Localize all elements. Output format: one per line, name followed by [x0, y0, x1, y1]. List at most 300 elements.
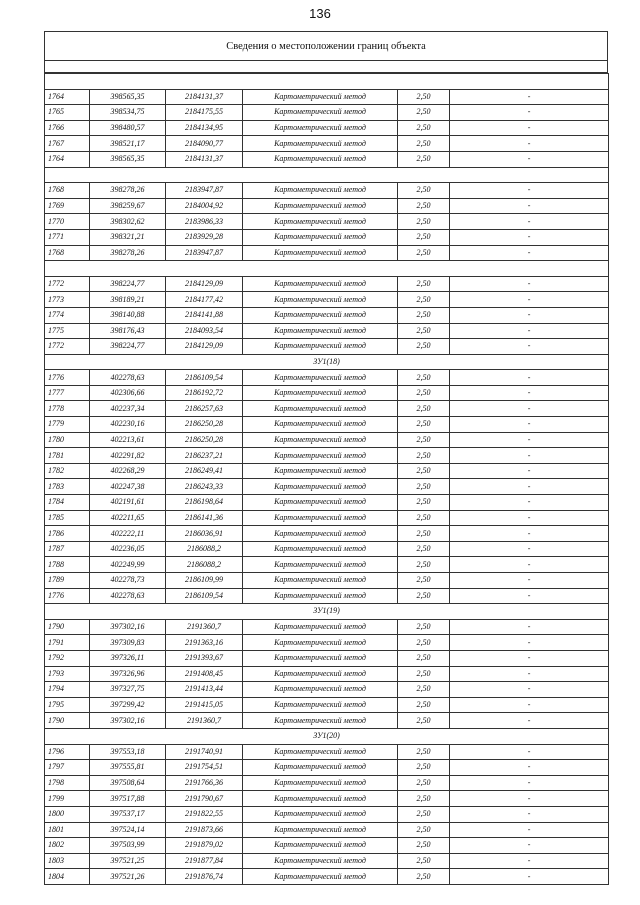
- point-number-cell: 1803: [45, 853, 90, 869]
- y-coordinate-cell: 2191766,36: [166, 775, 243, 791]
- x-coordinate-cell: 397508,64: [90, 775, 166, 791]
- point-number-cell: 1782: [45, 463, 90, 479]
- point-number-cell: 1779: [45, 417, 90, 433]
- point-number-cell: 1776: [45, 588, 90, 604]
- method-cell: Картометрический метод: [243, 401, 398, 417]
- y-coordinate-cell: 2191415,05: [166, 697, 243, 713]
- table-row: [45, 822, 609, 838]
- precision-cell: 2,50: [398, 276, 450, 292]
- description-cell: -: [450, 822, 609, 838]
- table-row: [45, 183, 609, 199]
- description-cell: -: [450, 775, 609, 791]
- table-row: [45, 541, 609, 557]
- description-cell: -: [450, 650, 609, 666]
- y-coordinate-cell: 2186141,36: [166, 510, 243, 526]
- x-coordinate-cell: 397302,16: [90, 713, 166, 729]
- y-coordinate-cell: 2186088,2: [166, 541, 243, 557]
- precision-cell: 2,50: [398, 463, 450, 479]
- point-number-cell: 1791: [45, 635, 90, 651]
- x-coordinate-cell: 398321,21: [90, 229, 166, 245]
- header-spacer: [44, 61, 608, 73]
- coordinates-table-body: [45, 74, 609, 885]
- precision-cell: 2,50: [398, 650, 450, 666]
- table-row: [45, 853, 609, 869]
- section-row: [45, 604, 609, 620]
- x-coordinate-cell: 397521,25: [90, 853, 166, 869]
- table-row: [45, 510, 609, 526]
- point-number-cell: 1785: [45, 510, 90, 526]
- table-row: [45, 307, 609, 323]
- description-cell: -: [450, 479, 609, 495]
- table-row: [45, 526, 609, 542]
- table-row: [45, 463, 609, 479]
- y-coordinate-cell: 2184177,42: [166, 292, 243, 308]
- method-cell: Картометрический метод: [243, 323, 398, 339]
- table-row: [45, 869, 609, 885]
- point-number-cell: 1783: [45, 479, 90, 495]
- point-number-cell: 1786: [45, 526, 90, 542]
- precision-cell: 2,50: [398, 791, 450, 807]
- x-coordinate-cell: 397524,14: [90, 822, 166, 838]
- method-cell: Картометрический метод: [243, 775, 398, 791]
- separator-cell: [45, 261, 609, 277]
- method-cell: Картометрический метод: [243, 666, 398, 682]
- precision-cell: 2,50: [398, 448, 450, 464]
- precision-cell: 2,50: [398, 105, 450, 121]
- method-cell: Картометрический метод: [243, 89, 398, 105]
- y-coordinate-cell: 2184093,54: [166, 323, 243, 339]
- description-cell: -: [450, 136, 609, 152]
- description-cell: -: [450, 339, 609, 355]
- method-cell: Картометрический метод: [243, 214, 398, 230]
- table-row: [45, 276, 609, 292]
- y-coordinate-cell: 2191363,16: [166, 635, 243, 651]
- method-cell: Картометрический метод: [243, 183, 398, 199]
- precision-cell: 2,50: [398, 307, 450, 323]
- method-cell: Картометрический метод: [243, 744, 398, 760]
- description-cell: -: [450, 198, 609, 214]
- y-coordinate-cell: 2184134,95: [166, 120, 243, 136]
- x-coordinate-cell: 402211,65: [90, 510, 166, 526]
- y-coordinate-cell: 2186250,28: [166, 417, 243, 433]
- precision-cell: 2,50: [398, 89, 450, 105]
- precision-cell: 2,50: [398, 666, 450, 682]
- section-label: ЗУ1(19): [45, 604, 609, 620]
- precision-cell: 2,50: [398, 526, 450, 542]
- method-cell: Картометрический метод: [243, 791, 398, 807]
- table-row: [45, 573, 609, 589]
- precision-cell: 2,50: [398, 744, 450, 760]
- x-coordinate-cell: 397326,11: [90, 650, 166, 666]
- description-cell: -: [450, 744, 609, 760]
- precision-cell: 2,50: [398, 573, 450, 589]
- method-cell: Картометрический метод: [243, 853, 398, 869]
- method-cell: Картометрический метод: [243, 557, 398, 573]
- precision-cell: 2,50: [398, 120, 450, 136]
- table-row: [45, 292, 609, 308]
- table-row: [45, 650, 609, 666]
- x-coordinate-cell: 402213,61: [90, 432, 166, 448]
- coordinates-table: [44, 73, 609, 885]
- point-number-cell: 1772: [45, 276, 90, 292]
- description-cell: -: [450, 307, 609, 323]
- point-number-cell: 1766: [45, 120, 90, 136]
- table-row: [45, 744, 609, 760]
- point-number-cell: 1789: [45, 573, 90, 589]
- method-cell: Картометрический метод: [243, 105, 398, 121]
- y-coordinate-cell: 2186249,41: [166, 463, 243, 479]
- table-row: [45, 120, 609, 136]
- method-cell: Картометрический метод: [243, 292, 398, 308]
- separator-cell: [45, 167, 609, 183]
- description-cell: -: [450, 292, 609, 308]
- y-coordinate-cell: 2191360,7: [166, 713, 243, 729]
- point-number-cell: 1764: [45, 89, 90, 105]
- method-cell: Картометрический метод: [243, 245, 398, 261]
- precision-cell: 2,50: [398, 697, 450, 713]
- point-number-cell: 1804: [45, 869, 90, 885]
- x-coordinate-cell: 402222,11: [90, 526, 166, 542]
- page-number: 136: [309, 6, 331, 21]
- precision-cell: 2,50: [398, 822, 450, 838]
- y-coordinate-cell: 2186088,2: [166, 557, 243, 573]
- point-number-cell: 1800: [45, 806, 90, 822]
- table-row: [45, 682, 609, 698]
- description-cell: -: [450, 760, 609, 776]
- method-cell: Картометрический метод: [243, 822, 398, 838]
- precision-cell: 2,50: [398, 151, 450, 167]
- x-coordinate-cell: 397327,75: [90, 682, 166, 698]
- description-cell: -: [450, 697, 609, 713]
- method-cell: Картометрический метод: [243, 760, 398, 776]
- precision-cell: 2,50: [398, 229, 450, 245]
- precision-cell: 2,50: [398, 510, 450, 526]
- precision-cell: 2,50: [398, 323, 450, 339]
- description-cell: -: [450, 713, 609, 729]
- x-coordinate-cell: 397503,99: [90, 838, 166, 854]
- point-number-cell: 1781: [45, 448, 90, 464]
- x-coordinate-cell: 398176,43: [90, 323, 166, 339]
- y-coordinate-cell: 2191790,67: [166, 791, 243, 807]
- point-number-cell: 1768: [45, 183, 90, 199]
- table-row: [45, 323, 609, 339]
- precision-cell: 2,50: [398, 495, 450, 511]
- x-coordinate-cell: 398278,26: [90, 183, 166, 199]
- y-coordinate-cell: 2186257,63: [166, 401, 243, 417]
- y-coordinate-cell: 2191873,66: [166, 822, 243, 838]
- precision-cell: 2,50: [398, 214, 450, 230]
- description-cell: -: [450, 635, 609, 651]
- table-title: Сведения о местоположении границ объекта: [44, 31, 608, 61]
- precision-cell: 2,50: [398, 853, 450, 869]
- y-coordinate-cell: 2186109,54: [166, 588, 243, 604]
- point-number-cell: 1788: [45, 557, 90, 573]
- precision-cell: 2,50: [398, 339, 450, 355]
- x-coordinate-cell: 397537,17: [90, 806, 166, 822]
- description-cell: -: [450, 853, 609, 869]
- description-cell: -: [450, 526, 609, 542]
- table-row: [45, 229, 609, 245]
- x-coordinate-cell: 398278,26: [90, 245, 166, 261]
- description-cell: -: [450, 541, 609, 557]
- y-coordinate-cell: 2191822,55: [166, 806, 243, 822]
- table-row: [45, 713, 609, 729]
- x-coordinate-cell: 398521,17: [90, 136, 166, 152]
- description-cell: -: [450, 838, 609, 854]
- point-number-cell: 1784: [45, 495, 90, 511]
- y-coordinate-cell: 2191876,74: [166, 869, 243, 885]
- y-coordinate-cell: 2184175,55: [166, 105, 243, 121]
- description-cell: -: [450, 120, 609, 136]
- y-coordinate-cell: 2191393,67: [166, 650, 243, 666]
- point-number-cell: 1775: [45, 323, 90, 339]
- description-cell: -: [450, 105, 609, 121]
- x-coordinate-cell: 402230,16: [90, 417, 166, 433]
- method-cell: Картометрический метод: [243, 463, 398, 479]
- precision-cell: 2,50: [398, 869, 450, 885]
- x-coordinate-cell: 397521,26: [90, 869, 166, 885]
- section-row: [45, 728, 609, 744]
- y-coordinate-cell: 2186250,28: [166, 432, 243, 448]
- table-row: [45, 89, 609, 105]
- y-coordinate-cell: 2184129,09: [166, 276, 243, 292]
- x-coordinate-cell: 402247,38: [90, 479, 166, 495]
- point-number-cell: 1765: [45, 105, 90, 121]
- y-coordinate-cell: 2191879,02: [166, 838, 243, 854]
- table-row: [45, 198, 609, 214]
- precision-cell: 2,50: [398, 635, 450, 651]
- precision-cell: 2,50: [398, 401, 450, 417]
- y-coordinate-cell: 2183986,33: [166, 214, 243, 230]
- separator-row: [45, 167, 609, 183]
- description-cell: -: [450, 682, 609, 698]
- precision-cell: 2,50: [398, 619, 450, 635]
- x-coordinate-cell: 402268,29: [90, 463, 166, 479]
- description-cell: -: [450, 385, 609, 401]
- method-cell: Картометрический метод: [243, 526, 398, 542]
- description-cell: -: [450, 417, 609, 433]
- point-number-cell: 1798: [45, 775, 90, 791]
- precision-cell: 2,50: [398, 370, 450, 386]
- method-cell: Картометрический метод: [243, 417, 398, 433]
- table-row: [45, 339, 609, 355]
- description-cell: -: [450, 869, 609, 885]
- section-label: ЗУ1(18): [45, 354, 609, 370]
- table-row: [45, 417, 609, 433]
- precision-cell: 2,50: [398, 806, 450, 822]
- precision-cell: 2,50: [398, 682, 450, 698]
- x-coordinate-cell: 398534,75: [90, 105, 166, 121]
- x-coordinate-cell: 398565,35: [90, 151, 166, 167]
- precision-cell: 2,50: [398, 479, 450, 495]
- y-coordinate-cell: 2184141,88: [166, 307, 243, 323]
- precision-cell: 2,50: [398, 245, 450, 261]
- table-row: [45, 588, 609, 604]
- method-cell: Картометрический метод: [243, 869, 398, 885]
- method-cell: Картометрический метод: [243, 276, 398, 292]
- x-coordinate-cell: 398302,62: [90, 214, 166, 230]
- point-number-cell: 1768: [45, 245, 90, 261]
- method-cell: Картометрический метод: [243, 619, 398, 635]
- point-number-cell: 1780: [45, 432, 90, 448]
- precision-cell: 2,50: [398, 713, 450, 729]
- method-cell: Картометрический метод: [243, 650, 398, 666]
- method-cell: Картометрический метод: [243, 307, 398, 323]
- description-cell: -: [450, 510, 609, 526]
- table-row: [45, 245, 609, 261]
- table-row: [45, 838, 609, 854]
- description-cell: -: [450, 666, 609, 682]
- method-cell: Картометрический метод: [243, 635, 398, 651]
- y-coordinate-cell: 2186198,64: [166, 495, 243, 511]
- method-cell: Картометрический метод: [243, 541, 398, 557]
- table-row: [45, 557, 609, 573]
- point-number-cell: 1801: [45, 822, 90, 838]
- point-number-cell: 1778: [45, 401, 90, 417]
- description-cell: -: [450, 401, 609, 417]
- y-coordinate-cell: 2186243,33: [166, 479, 243, 495]
- description-cell: -: [450, 463, 609, 479]
- description-cell: -: [450, 276, 609, 292]
- y-coordinate-cell: 2184090,77: [166, 136, 243, 152]
- table-row: [45, 760, 609, 776]
- x-coordinate-cell: 402237,34: [90, 401, 166, 417]
- description-cell: -: [450, 619, 609, 635]
- method-cell: Картометрический метод: [243, 713, 398, 729]
- point-number-cell: 1787: [45, 541, 90, 557]
- x-coordinate-cell: 397309,83: [90, 635, 166, 651]
- point-number-cell: 1802: [45, 838, 90, 854]
- y-coordinate-cell: 2191740,91: [166, 744, 243, 760]
- section-label: ЗУ1(20): [45, 728, 609, 744]
- x-coordinate-cell: 398224,77: [90, 276, 166, 292]
- x-coordinate-cell: 402278,63: [90, 370, 166, 386]
- precision-cell: 2,50: [398, 557, 450, 573]
- table-row: [45, 432, 609, 448]
- point-number-cell: 1794: [45, 682, 90, 698]
- point-number-cell: 1767: [45, 136, 90, 152]
- x-coordinate-cell: 402249,99: [90, 557, 166, 573]
- precision-cell: 2,50: [398, 385, 450, 401]
- table-row: [45, 448, 609, 464]
- table-row: [45, 775, 609, 791]
- table-row: [45, 401, 609, 417]
- point-number-cell: 1772: [45, 339, 90, 355]
- y-coordinate-cell: 2191754,51: [166, 760, 243, 776]
- separator-row: [45, 261, 609, 277]
- method-cell: Картометрический метод: [243, 588, 398, 604]
- y-coordinate-cell: 2191360,7: [166, 619, 243, 635]
- precision-cell: 2,50: [398, 432, 450, 448]
- description-cell: -: [450, 183, 609, 199]
- separator-cell: [45, 74, 609, 90]
- table-row: [45, 666, 609, 682]
- method-cell: Картометрический метод: [243, 495, 398, 511]
- method-cell: Картометрический метод: [243, 682, 398, 698]
- y-coordinate-cell: 2186109,54: [166, 370, 243, 386]
- x-coordinate-cell: 398259,67: [90, 198, 166, 214]
- precision-cell: 2,50: [398, 760, 450, 776]
- description-cell: -: [450, 229, 609, 245]
- table-row: [45, 479, 609, 495]
- precision-cell: 2,50: [398, 136, 450, 152]
- point-number-cell: 1773: [45, 292, 90, 308]
- precision-cell: 2,50: [398, 292, 450, 308]
- x-coordinate-cell: 397555,81: [90, 760, 166, 776]
- method-cell: Картометрический метод: [243, 573, 398, 589]
- x-coordinate-cell: 398140,88: [90, 307, 166, 323]
- y-coordinate-cell: 2186192,72: [166, 385, 243, 401]
- description-cell: -: [450, 323, 609, 339]
- y-coordinate-cell: 2191408,45: [166, 666, 243, 682]
- boundary-sheet: [44, 31, 608, 885]
- y-coordinate-cell: 2183947,87: [166, 183, 243, 199]
- table-row: [45, 105, 609, 121]
- y-coordinate-cell: 2184004,92: [166, 198, 243, 214]
- point-number-cell: 1797: [45, 760, 90, 776]
- precision-cell: 2,50: [398, 588, 450, 604]
- separator-row: [45, 74, 609, 90]
- description-cell: -: [450, 806, 609, 822]
- table-row: [45, 385, 609, 401]
- method-cell: Картометрический метод: [243, 432, 398, 448]
- point-number-cell: 1776: [45, 370, 90, 386]
- y-coordinate-cell: 2183929,28: [166, 229, 243, 245]
- point-number-cell: 1771: [45, 229, 90, 245]
- x-coordinate-cell: 402236,05: [90, 541, 166, 557]
- point-number-cell: 1793: [45, 666, 90, 682]
- method-cell: Картометрический метод: [243, 120, 398, 136]
- point-number-cell: 1796: [45, 744, 90, 760]
- table-row: [45, 370, 609, 386]
- y-coordinate-cell: 2184131,37: [166, 89, 243, 105]
- x-coordinate-cell: 398224,77: [90, 339, 166, 355]
- method-cell: Картометрический метод: [243, 198, 398, 214]
- x-coordinate-cell: 398189,21: [90, 292, 166, 308]
- description-cell: -: [450, 432, 609, 448]
- method-cell: Картометрический метод: [243, 385, 398, 401]
- x-coordinate-cell: 397299,42: [90, 697, 166, 713]
- method-cell: Картометрический метод: [243, 806, 398, 822]
- table-row: [45, 151, 609, 167]
- point-number-cell: 1790: [45, 619, 90, 635]
- y-coordinate-cell: 2191413,44: [166, 682, 243, 698]
- table-row: [45, 806, 609, 822]
- method-cell: Картометрический метод: [243, 151, 398, 167]
- precision-cell: 2,50: [398, 417, 450, 433]
- point-number-cell: 1774: [45, 307, 90, 323]
- method-cell: Картометрический метод: [243, 838, 398, 854]
- y-coordinate-cell: 2183947,87: [166, 245, 243, 261]
- table-row: [45, 214, 609, 230]
- precision-cell: 2,50: [398, 838, 450, 854]
- section-row: [45, 354, 609, 370]
- y-coordinate-cell: 2186036,91: [166, 526, 243, 542]
- table-row: [45, 619, 609, 635]
- point-number-cell: 1777: [45, 385, 90, 401]
- point-number-cell: 1799: [45, 791, 90, 807]
- method-cell: Картометрический метод: [243, 136, 398, 152]
- method-cell: Картометрический метод: [243, 339, 398, 355]
- y-coordinate-cell: 2186237,21: [166, 448, 243, 464]
- description-cell: -: [450, 151, 609, 167]
- description-cell: -: [450, 573, 609, 589]
- precision-cell: 2,50: [398, 183, 450, 199]
- method-cell: Картометрический метод: [243, 510, 398, 526]
- x-coordinate-cell: 402306,66: [90, 385, 166, 401]
- description-cell: -: [450, 89, 609, 105]
- precision-cell: 2,50: [398, 198, 450, 214]
